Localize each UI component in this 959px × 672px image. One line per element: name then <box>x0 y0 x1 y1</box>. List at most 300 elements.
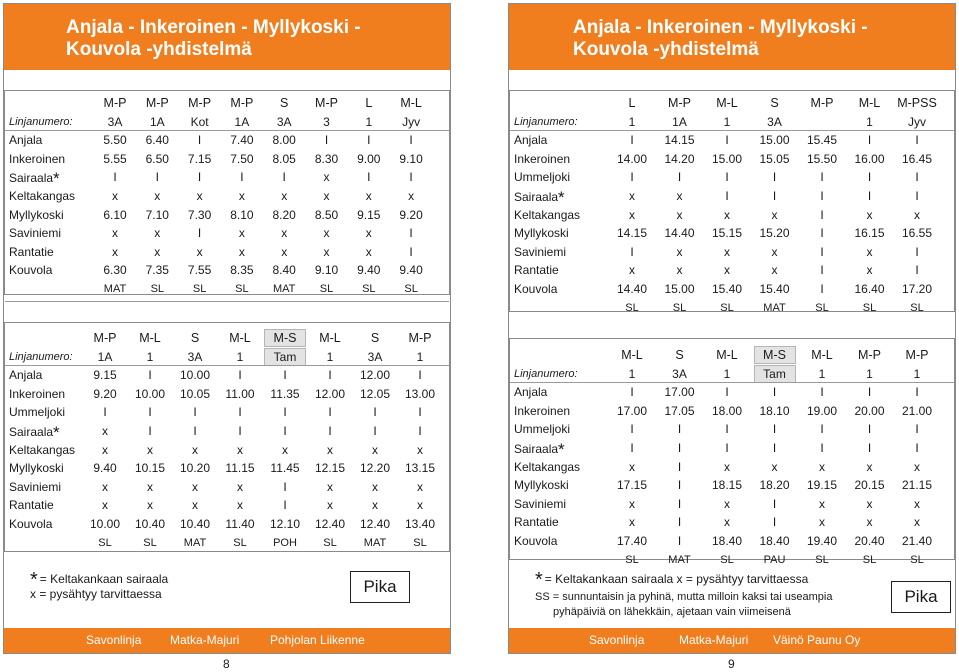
time-cell: Tam <box>265 349 305 365</box>
pika-express-label: Pika <box>891 581 951 613</box>
time-cell: 9.15 <box>357 207 381 222</box>
time-cell: 10.00 <box>89 517 121 531</box>
stop-name-text: Saviniemi <box>514 496 567 511</box>
day-code-cell: PAU <box>763 553 786 566</box>
timetable-row <box>5 441 449 459</box>
time-cell: I <box>725 441 729 455</box>
stop-name <box>514 187 565 206</box>
legend-hospital: = Keltakankaan sairaala <box>39 572 169 586</box>
time-cell: I <box>820 282 824 296</box>
time-cell: I <box>867 422 872 437</box>
time-cell: I <box>677 515 682 530</box>
time-cell: Jyv <box>402 114 421 129</box>
day-code-cell: SL <box>720 553 734 566</box>
time-cell: x <box>771 207 778 222</box>
time-cell: x <box>238 189 245 203</box>
day-code-cell: SL <box>98 536 112 549</box>
time-cell: I <box>193 405 197 420</box>
time-cell: I <box>328 405 332 420</box>
time-cell: x <box>866 496 873 511</box>
time-cell: 10.00 <box>179 368 211 383</box>
stop-name <box>9 261 52 279</box>
page-8 <box>3 3 451 654</box>
time-cell: 17.00 <box>664 385 695 400</box>
time-cell: I <box>148 368 152 383</box>
operator-type-cell: M-P <box>408 331 432 345</box>
time-cell: I <box>772 385 777 400</box>
timetable-row <box>510 513 954 531</box>
stop-name <box>514 224 569 242</box>
time-cell: 9.40 <box>357 263 381 278</box>
stop-name <box>514 513 559 531</box>
time-cell: 11.40 <box>225 517 255 531</box>
time-cell: 8.50 <box>314 207 339 222</box>
timetable-row <box>510 280 954 298</box>
stop-name-text: Anjala <box>514 385 548 400</box>
timetable-row <box>510 439 954 457</box>
time-cell: I <box>238 368 242 383</box>
time-cell: 13.00 <box>404 386 436 401</box>
time-cell: x <box>102 442 108 457</box>
time-cell: x <box>237 442 243 457</box>
time-cell: 15.20 <box>759 226 790 241</box>
time-cell: I <box>772 189 777 203</box>
time-cell: x <box>914 459 920 474</box>
row-divider <box>5 301 449 302</box>
time-cell: 18.40 <box>711 534 743 548</box>
time-cell: 8.40 <box>272 263 296 278</box>
day-code-cell: SL <box>319 283 334 295</box>
operator-type-cell: M-P <box>810 96 834 110</box>
stop-name <box>514 206 580 224</box>
stop-name <box>9 224 61 242</box>
day-code-cell: SL <box>815 301 829 314</box>
day-code-cell: POH <box>273 536 297 549</box>
time-cell: x <box>629 263 635 278</box>
day-code-cell: SL <box>233 536 247 549</box>
time-cell: 12.00 <box>314 386 346 401</box>
timetable-row <box>510 458 954 476</box>
time-cell: x <box>281 226 288 241</box>
time-cell: 3A <box>187 349 203 364</box>
time-cell: x <box>819 459 825 474</box>
stop-name-text: Inkeroinen <box>514 151 571 166</box>
timetable-row <box>5 131 449 149</box>
stop-name <box>514 280 557 298</box>
stop-name-text: Myllykoski <box>9 207 64 222</box>
operator-header-row <box>5 329 449 347</box>
time-cell: I <box>367 133 371 148</box>
time-cell: I <box>282 170 286 185</box>
stop-name-text: Rantatie <box>9 244 54 259</box>
time-cell: 8.00 <box>272 133 296 148</box>
time-cell: I <box>240 170 244 185</box>
day-code-cell: SL <box>862 553 877 566</box>
time-cell: x <box>724 263 730 278</box>
time-cell: 8.35 <box>230 263 254 278</box>
legend-ss-line-1: SS = sunnuntaisin ja pyhinä, mutta milloin kaksi tai useampia <box>535 591 833 603</box>
time-cell: 6.10 <box>103 207 127 222</box>
page-9 <box>508 3 956 654</box>
operator-type-cell: S <box>190 331 200 345</box>
stop-name <box>9 496 54 514</box>
timetable-row <box>5 168 449 189</box>
time-cell: x <box>281 244 288 259</box>
stop-name <box>9 459 64 477</box>
time-cell: 12.15 <box>314 461 346 476</box>
stop-name <box>514 150 570 168</box>
time-cell: I <box>915 263 919 278</box>
operator-savonlinja: Savonlinja <box>86 633 142 647</box>
time-cell: x <box>676 207 683 222</box>
time-cell: x <box>147 498 153 513</box>
operator-type-cell: M-P <box>188 96 212 110</box>
day-code-row <box>5 534 449 552</box>
operator-type-cell: M-P <box>93 331 117 345</box>
time-cell: 16.40 <box>854 282 885 296</box>
time-cell: I <box>915 244 919 259</box>
stop-name <box>9 441 75 459</box>
time-cell: 9.40 <box>93 461 117 476</box>
day-code-cell: SL <box>192 283 207 295</box>
timetable-row <box>5 243 449 261</box>
timetable-row <box>5 206 449 224</box>
time-cell: I <box>238 424 242 438</box>
timetable-row <box>5 478 449 496</box>
time-cell: I <box>820 422 824 437</box>
time-cell: 1 <box>818 366 826 381</box>
operator-type-cell: M-P <box>905 348 929 362</box>
time-cell: 3A <box>107 114 123 129</box>
stop-name <box>9 478 61 496</box>
time-cell: 15.40 <box>711 282 743 296</box>
timetable-row <box>5 261 449 279</box>
time-cell: 21.40 <box>901 534 933 548</box>
time-cell: 14.40 <box>616 282 648 296</box>
time-cell: I <box>915 133 919 148</box>
time-cell: I <box>915 441 919 455</box>
day-code-row <box>5 280 449 298</box>
time-cell: I <box>820 244 824 259</box>
time-cell: I <box>630 133 634 148</box>
time-cell: I <box>238 405 242 420</box>
day-code-cell: MAT <box>763 301 786 314</box>
time-cell: I <box>820 441 824 455</box>
timetable-afternoon <box>509 90 955 312</box>
time-cell: I <box>867 133 872 148</box>
day-code-cell: SL <box>404 283 418 295</box>
title-banner <box>509 4 955 70</box>
stop-name-text: Kouvola <box>9 517 53 531</box>
timetable-row <box>5 422 449 440</box>
stop-name-text: Myllykoski <box>9 461 64 476</box>
stop-name-text: Sairaala <box>514 190 559 204</box>
time-cell: x <box>724 496 730 511</box>
time-cell: 12.20 <box>359 461 391 476</box>
stop-name <box>514 261 559 279</box>
day-code-cell: MAT <box>272 283 296 295</box>
timetable-row <box>510 365 954 383</box>
timetable-row <box>510 261 954 279</box>
time-cell: 15.05 <box>759 151 790 166</box>
footer-bar <box>4 628 450 653</box>
time-cell: I <box>418 424 422 438</box>
day-code-cell: SL <box>720 301 734 314</box>
time-cell: 11.15 <box>225 461 255 476</box>
stop-name <box>514 476 569 494</box>
time-cell: I <box>148 424 152 438</box>
time-cell: 15.40 <box>759 282 790 296</box>
stop-name <box>514 532 557 550</box>
title-line-1: Anjala - Inkeroinen - Myllykoski - <box>66 17 361 38</box>
time-cell: I <box>820 170 824 185</box>
day-code-cell: SL <box>910 301 924 314</box>
timetable-row <box>510 420 954 438</box>
operator-type-cell: M-L <box>400 96 422 110</box>
stop-name-text: Sairaala <box>514 442 559 456</box>
operator-type-cell: S <box>675 348 684 362</box>
time-cell: 7.15 <box>187 151 212 166</box>
time-cell: I <box>418 368 422 383</box>
timetable-row <box>510 206 954 224</box>
time-cell: 20.00 <box>854 403 885 418</box>
time-cell: x <box>866 459 873 474</box>
time-cell: I <box>915 385 919 400</box>
time-cell: 10.15 <box>134 461 166 476</box>
time-cell: x <box>408 189 415 203</box>
time-cell: 18.15 <box>711 478 743 493</box>
page-number-left: 8 <box>223 657 230 671</box>
time-cell: I <box>630 385 634 400</box>
time-cell: x <box>866 244 873 259</box>
time-cell: I <box>409 133 413 148</box>
timetable-row <box>510 168 954 186</box>
time-cell: x <box>724 515 730 530</box>
time-cell: x <box>102 498 108 513</box>
time-cell: 12.00 <box>359 368 391 383</box>
time-cell: x <box>629 207 635 222</box>
time-cell: x <box>724 207 730 222</box>
operator-type-cell: M-S <box>755 347 795 363</box>
time-cell: I <box>418 405 422 420</box>
time-cell: 15.00 <box>664 282 695 296</box>
day-code-cell: MAT <box>103 283 127 295</box>
time-cell: x <box>154 226 161 241</box>
time-cell: 3A <box>276 114 292 129</box>
time-cell: 7.30 <box>187 207 212 222</box>
time-cell: 21.00 <box>901 403 933 418</box>
day-code-cell: MAT <box>183 536 207 549</box>
star-marker: * <box>558 188 565 207</box>
star-marker: * <box>53 423 60 442</box>
time-cell: I <box>677 422 682 437</box>
time-cell: I <box>772 170 777 185</box>
timetable-row <box>5 224 449 242</box>
time-cell: x <box>676 189 683 203</box>
time-cell: I <box>283 424 287 438</box>
time-cell: I <box>197 226 202 241</box>
time-cell: 20.15 <box>854 478 885 493</box>
time-cell: I <box>772 496 777 511</box>
operator-type-cell: M-P <box>145 96 169 110</box>
stop-name-text: Rantatie <box>9 498 54 513</box>
time-cell: 3A <box>672 366 687 381</box>
time-cell: 19.15 <box>806 478 838 493</box>
time-cell: 1A <box>149 114 165 129</box>
time-cell: I <box>630 422 634 437</box>
star-symbol: * <box>535 569 543 591</box>
time-cell: I <box>677 441 682 455</box>
time-cell: I <box>772 515 777 530</box>
operator-header-row <box>5 94 449 112</box>
day-code-cell: SL <box>910 553 924 566</box>
timetable-row <box>5 459 449 477</box>
time-cell: I <box>725 189 729 203</box>
stop-name-text: Ummeljoki <box>9 405 66 420</box>
time-cell: I <box>193 424 197 438</box>
footer-bar <box>509 628 955 653</box>
time-cell: x <box>196 189 203 203</box>
route-number-label <box>514 113 578 131</box>
time-cell: 8.05 <box>272 151 296 166</box>
time-cell: x <box>866 263 873 278</box>
time-cell: 13.15 <box>404 461 436 476</box>
time-cell: I <box>409 170 413 185</box>
time-cell: 15.00 <box>711 151 743 166</box>
time-cell: I <box>867 170 872 185</box>
time-cell: I <box>324 133 329 148</box>
timetable-row <box>510 532 954 550</box>
operator-type-cell: M-P <box>668 96 691 110</box>
time-cell: 5.50 <box>103 133 127 148</box>
stop-name-text: Linjanumero: <box>514 115 578 128</box>
time-cell: 1 <box>866 366 873 381</box>
day-code-cell: SL <box>862 301 877 314</box>
time-cell: x <box>914 207 920 222</box>
time-cell: 1A <box>97 349 113 364</box>
time-cell: 7.50 <box>230 151 254 166</box>
stop-name-text: Keltakangas <box>514 207 581 222</box>
timetable-row <box>5 515 449 533</box>
day-code-cell: SL <box>413 536 427 549</box>
time-cell: 14.15 <box>664 133 695 148</box>
time-cell: I <box>725 385 729 400</box>
operator-type-cell: M-L <box>858 96 881 110</box>
time-cell: x <box>238 244 245 259</box>
timetable-row <box>510 243 954 261</box>
day-code-cell: SL <box>323 536 337 549</box>
time-cell: 10.20 <box>179 461 211 476</box>
time-cell: 17.15 <box>616 478 648 493</box>
operator-type-cell: M-P <box>103 96 127 110</box>
day-code-cell: SL <box>362 283 376 295</box>
timetable-evening <box>509 338 955 566</box>
stop-name <box>9 150 65 168</box>
time-cell: x <box>282 442 288 457</box>
time-cell: 9.20 <box>399 207 423 222</box>
operator-type-cell: S <box>280 96 289 110</box>
time-cell: 9.10 <box>399 151 423 166</box>
time-cell: 19.40 <box>806 534 838 548</box>
time-cell: 16.00 <box>854 151 885 166</box>
time-cell: I <box>677 496 682 511</box>
route-number-label <box>9 348 73 366</box>
stop-name-text: Linjanumero: <box>9 115 73 128</box>
timetable-row <box>5 150 449 168</box>
timetable-row <box>510 383 954 401</box>
time-cell: x <box>102 424 108 438</box>
time-cell: x <box>154 244 161 259</box>
time-cell: x <box>147 479 153 494</box>
stop-name <box>514 383 547 401</box>
time-cell: I <box>677 478 682 493</box>
day-code-cell: SL <box>625 553 639 566</box>
time-cell: I <box>725 422 729 437</box>
time-cell: 19.00 <box>806 403 838 418</box>
pika-express-label: Pika <box>350 571 410 603</box>
stop-name-text: Myllykoski <box>514 478 569 493</box>
time-cell: x <box>237 479 243 494</box>
stop-name <box>9 187 75 205</box>
time-cell: x <box>192 498 198 513</box>
time-cell: x <box>323 189 330 203</box>
time-cell: I <box>725 133 729 148</box>
time-cell: 6.40 <box>145 133 169 148</box>
stop-name-text: Ummeljoki <box>514 170 571 185</box>
time-cell: x <box>372 498 378 513</box>
time-cell: I <box>283 368 287 383</box>
time-cell: 1 <box>866 114 873 129</box>
time-cell: 3 <box>323 114 330 129</box>
operator-type-cell: M-S <box>265 330 305 346</box>
time-cell: 11.45 <box>270 461 300 476</box>
timetable-row <box>5 348 449 366</box>
operator-type-cell: L <box>628 96 636 110</box>
time-cell: I <box>772 441 777 455</box>
time-cell: 14.15 <box>616 226 648 241</box>
time-cell: I <box>373 405 377 420</box>
time-cell: x <box>372 442 378 457</box>
time-cell: I <box>155 170 159 185</box>
time-cell: 13.40 <box>404 517 436 531</box>
time-cell: I <box>328 424 332 438</box>
time-cell: I <box>367 170 371 185</box>
legend <box>30 570 168 602</box>
stop-name-text: Inkeroinen <box>9 151 66 166</box>
time-cell: Kot <box>190 114 209 129</box>
time-cell: I <box>677 170 682 185</box>
day-code-cell: SL <box>235 283 249 295</box>
time-cell: I <box>820 207 824 222</box>
time-cell: x <box>914 496 920 511</box>
time-cell: x <box>629 515 635 530</box>
stop-name <box>9 168 60 187</box>
operator-type-cell: M-PSS <box>897 96 937 110</box>
time-cell: 18.20 <box>759 478 790 493</box>
day-code-row <box>510 299 954 317</box>
timetable-midday <box>4 322 450 552</box>
time-cell: I <box>197 170 202 185</box>
time-cell: x <box>281 189 288 203</box>
time-cell: x <box>914 515 920 530</box>
stop-name-text: Kouvola <box>514 282 558 296</box>
star-marker: * <box>558 440 565 459</box>
timetable-row <box>510 131 954 149</box>
time-cell: x <box>724 244 730 259</box>
timetable-row <box>5 496 449 514</box>
time-cell: 1 <box>628 114 636 129</box>
time-cell: I <box>113 170 117 185</box>
